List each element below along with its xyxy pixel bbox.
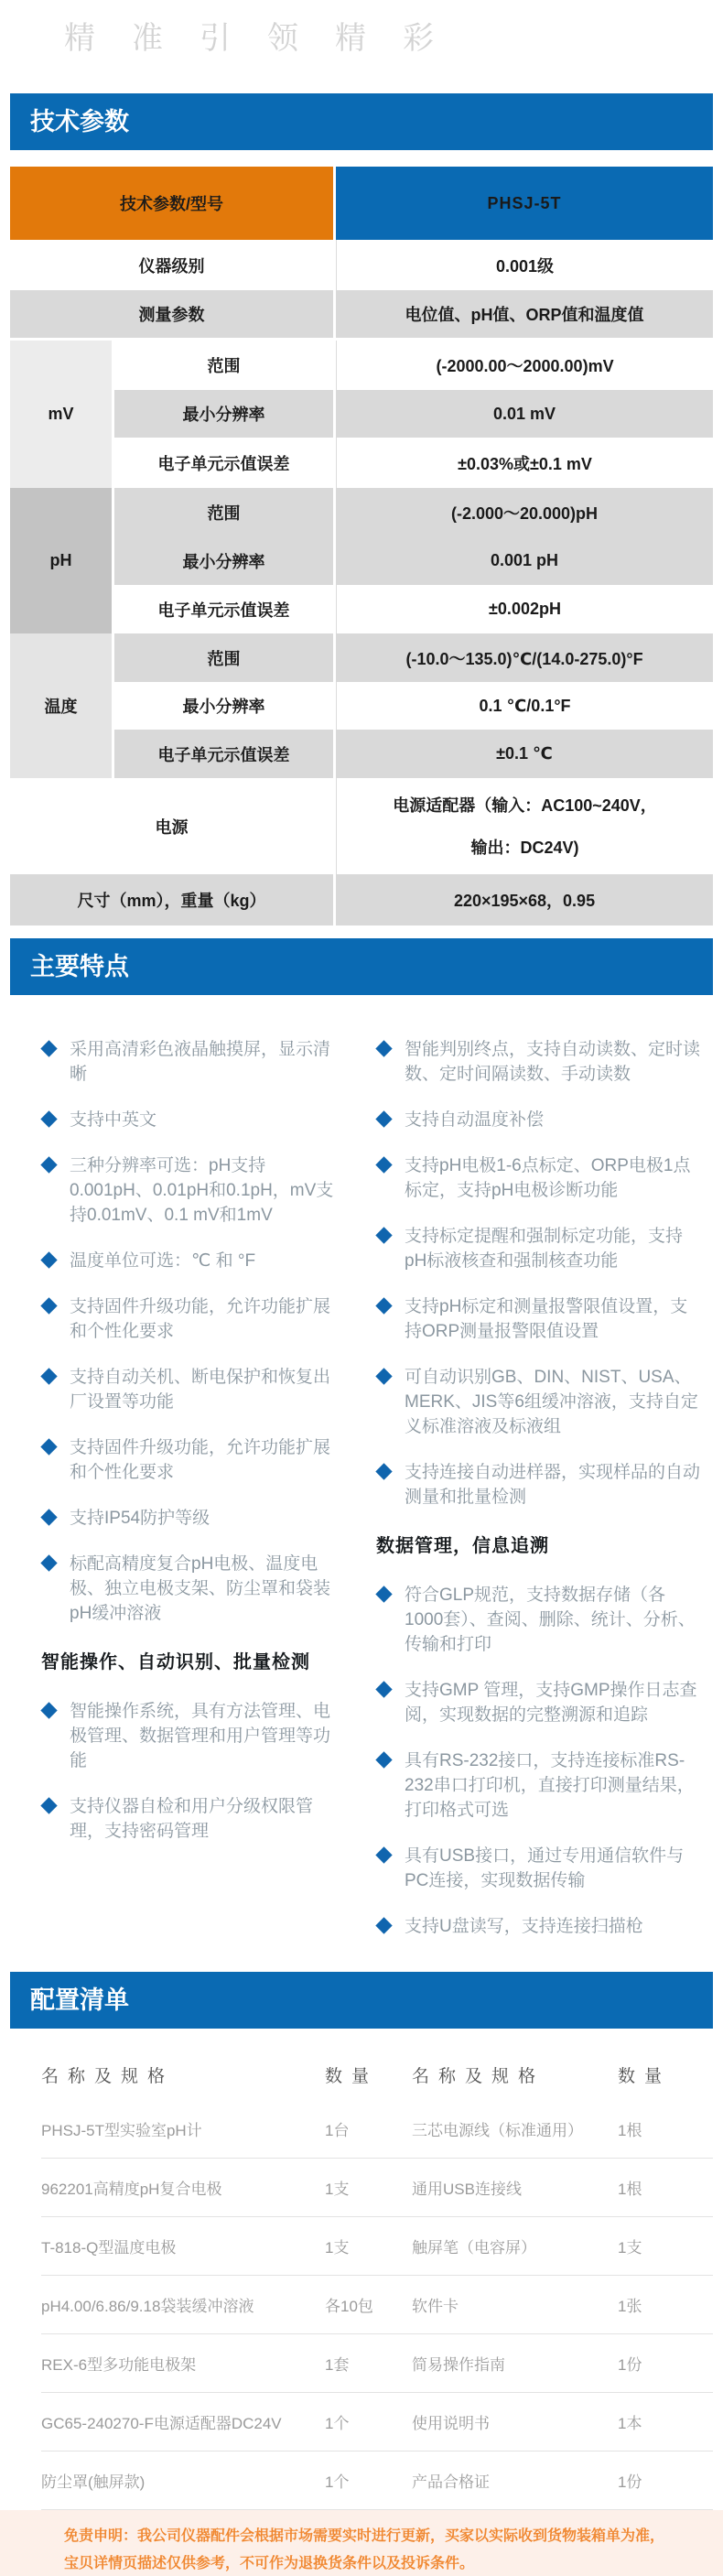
diamond-bullet-icon [375, 1681, 392, 1697]
feature-text: 支持U盘读写，支持连接扫描枪 [405, 1917, 643, 1936]
feature-text: 采用高清彩色液晶触摸屏，显示清晰 [70, 1040, 331, 1084]
feature-item [376, 1678, 702, 1727]
item-qty: 1张 [618, 2298, 642, 2315]
spec-value: 0.01 mV [336, 390, 713, 438]
section-title: 配置清单 [30, 1986, 129, 2014]
feature-item [41, 1552, 345, 1626]
spec-value: ±0.03%或±0.1 mV [336, 438, 713, 488]
spec-value: 220×195×68，0.95 [336, 874, 713, 925]
spec-row-power [10, 778, 713, 874]
spec-row-instrument-grade [10, 240, 713, 290]
spec-row-mv-range [10, 341, 713, 390]
packing-list-row [41, 2452, 713, 2510]
feature-text: 支持固件升级功能，允许功能扩展和个性化要求 [70, 1438, 331, 1482]
section-bar-features [10, 938, 713, 995]
spec-row-mv-error [10, 438, 713, 488]
spec-value: 0.001级 [336, 240, 713, 290]
diamond-bullet-icon [375, 1751, 392, 1768]
item-name: pH4.00/6.86/9.18袋装缓冲溶液 [41, 2298, 254, 2315]
diamond-bullet-icon [375, 1040, 392, 1056]
packing-list-row [41, 2100, 713, 2159]
diamond-bullet-icon [375, 1586, 392, 1602]
feature-item [376, 1365, 702, 1439]
item-name: REX-6型多功能电极架 [41, 2356, 197, 2374]
feature-text: 可自动识别GB、DIN、NIST、USA、MERK、JIS等6组缓冲溶液，支持自定义标准溶液及标液组 [405, 1368, 698, 1436]
spacer [0, 150, 723, 167]
feature-text: 符合GLP规范，支持数据存储（各1000套）、查阅、删除、统计、分析、传输和打印 [405, 1586, 696, 1654]
feature-item [376, 1844, 702, 1893]
diamond-bullet-icon [40, 1797, 57, 1813]
packing-list-row [41, 2159, 713, 2217]
item-qty: 1支 [325, 2181, 350, 2198]
spec-label: 最小分辨率 [114, 682, 336, 730]
feature-item [41, 1699, 345, 1773]
features-column-left [41, 1037, 345, 1972]
section-bar-packing-list [10, 1972, 713, 2029]
spec-value: ±0.1 ℃ [336, 730, 713, 778]
diamond-bullet-icon [40, 1368, 57, 1384]
feature-text: 支持自动温度补偿 [405, 1110, 545, 1130]
item-qty: 1根 [618, 2181, 642, 2198]
feature-item [376, 1294, 702, 1344]
feature-item [41, 1108, 345, 1132]
feature-item [376, 1914, 702, 1939]
spec-row-temp-error [10, 730, 713, 778]
spec-header-row [10, 167, 713, 240]
item-qty: 1套 [325, 2356, 350, 2374]
diamond-bullet-icon [40, 1702, 57, 1718]
spec-label: 电子单元示值误差 [114, 438, 336, 488]
packing-list-row [41, 2217, 713, 2276]
spec-value: (-2.000～20.000)pH [336, 488, 713, 536]
item-qty: 1份 [618, 2356, 642, 2374]
feature-item [376, 1108, 702, 1132]
packing-list-row [41, 2276, 713, 2334]
feature-item [41, 1506, 345, 1531]
brand-slogan: 精准引领精彩 [64, 21, 470, 56]
spec-header-label: 技术参数/型号 [10, 167, 336, 240]
feature-text: 智能操作系统，具有方法管理、电极管理、数据管理和用户管理等功能 [70, 1702, 331, 1770]
item-qty: 1台 [325, 2122, 350, 2139]
features-column-right [376, 1037, 713, 1972]
spec-value: 0.001 pH [336, 536, 713, 585]
spec-label: 范围 [114, 488, 336, 536]
feature-subheading: 智能操作、自动识别、批量检测 [41, 1652, 310, 1672]
feature-item [376, 1460, 702, 1510]
spec-group-mv: mV [10, 341, 114, 488]
feature-item [376, 1224, 702, 1273]
feature-text: 支持pH电极1-6点标定、ORP电极1点标定，支持pH电极诊断功能 [405, 1156, 691, 1200]
spec-label: 电子单元示值误差 [114, 585, 336, 633]
disclaimer-text: 免责申明：我公司仪器配件会根据市场需要实时进行更新，买家以实际收到货物装箱单为准，宝贝详情页描述仅供参考，不可作为退换货条件以及投诉条件。 [0, 2510, 723, 2576]
diamond-bullet-icon [40, 1297, 57, 1314]
feature-text: 具有USB接口，通过专用通信软件与PC连接，实现数据传输 [405, 1846, 685, 1890]
feature-text: 三种分辨率可选：pH支持0.001pH、0.01pH和0.1pH，mV支持0.01mV、0.1 mV和1mV [70, 1156, 334, 1225]
spec-row-size-weight [10, 874, 713, 925]
spec-label: 最小分辨率 [114, 390, 336, 438]
spec-label: 仪器级别 [10, 240, 336, 290]
spec-row-temp-resolution [10, 682, 713, 730]
spec-label: 最小分辨率 [114, 536, 336, 585]
spec-group-ph: pH [10, 488, 114, 633]
item-name: 简易操作指南 [412, 2356, 505, 2374]
spec-row-mv-resolution [10, 390, 713, 438]
spec-row-ph-resolution [10, 536, 713, 585]
spec-header-model: PHSJ-5T [336, 167, 713, 240]
feature-item [41, 1037, 345, 1087]
spec-label: 电子单元示值误差 [114, 730, 336, 778]
feature-text: 支持自动关机、断电保护和恢复出厂设置等功能 [70, 1368, 331, 1412]
spec-value: 电位值、pH值、ORP值和温度值 [336, 290, 713, 341]
spec-value: (-10.0～135.0)℃/(14.0-275.0)°F [336, 633, 713, 682]
spec-value: 0.1 ℃/0.1°F [336, 682, 713, 730]
column-header-name: 名称及规格 [412, 2067, 545, 2086]
section-bar-tech-params [10, 93, 713, 150]
feature-text: 支持GMP 管理，支持GMP操作日志查阅，实现数据的完整溯源和追踪 [405, 1681, 697, 1725]
feature-item [41, 1794, 345, 1844]
diamond-bullet-icon [375, 1917, 392, 1933]
item-name: T-818-Q型温度电极 [41, 2239, 177, 2257]
spec-label: 范围 [114, 633, 336, 682]
item-qty: 1支 [618, 2239, 642, 2257]
feature-item [41, 1294, 345, 1344]
item-qty: 1本 [618, 2415, 642, 2432]
item-qty: 1个 [325, 2473, 350, 2491]
section-title: 主要特点 [30, 953, 129, 980]
spec-row-temp-range [10, 633, 713, 682]
spec-row-ph-error [10, 585, 713, 633]
item-qty: 1支 [325, 2239, 350, 2257]
spec-label: 范围 [114, 341, 336, 390]
spec-value: ±0.002pH [336, 585, 713, 633]
item-qty: 各10包 [325, 2298, 373, 2315]
item-qty: 1个 [325, 2415, 350, 2432]
item-qty: 1份 [618, 2473, 642, 2491]
item-name: 软件卡 [412, 2298, 459, 2315]
item-name: PHSJ-5T型实验室pH计 [41, 2122, 202, 2139]
feature-text: 支持IP54防护等级 [70, 1509, 210, 1528]
diamond-bullet-icon [375, 1156, 392, 1173]
diamond-bullet-icon [375, 1846, 392, 1863]
feature-item [376, 1583, 702, 1657]
item-name: GC65-240270-F电源适配器DC24V [41, 2415, 282, 2432]
feature-item [41, 1153, 345, 1228]
power-value-line2: 输出：DC24V) [470, 838, 579, 857]
column-header-name: 名称及规格 [41, 2067, 175, 2086]
feature-text: 标配高精度复合pH电极、温度电极、独立电极支架、防尘罩和袋装pH缓冲溶液 [70, 1554, 331, 1623]
diamond-bullet-icon [40, 1554, 57, 1571]
spec-table [10, 167, 713, 925]
spec-label: 尺寸（mm），重量（kg） [10, 874, 336, 925]
diamond-bullet-icon [40, 1156, 57, 1173]
packing-list-row [41, 2334, 713, 2393]
spec-value: (-2000.00～2000.00)mV [336, 341, 713, 390]
feature-text: 具有RS-232接口，支持连接标准RS-232串口打印机，直接打印测量结果，打印格式可选 [405, 1751, 695, 1820]
feature-text: 支持连接自动进样器，实现样品的自动测量和批量检测 [405, 1463, 701, 1507]
feature-subheading: 数据管理，信息追溯 [376, 1536, 549, 1556]
packing-list-rows [41, 2100, 713, 2510]
feature-item [41, 1365, 345, 1414]
diamond-bullet-icon [375, 1368, 392, 1384]
feature-text: 支持中英文 [70, 1110, 157, 1130]
diamond-bullet-icon [375, 1297, 392, 1314]
item-name: 产品合格证 [412, 2473, 490, 2491]
spec-value [336, 778, 713, 874]
item-name: 触屏笔（电容屏） [412, 2239, 536, 2257]
feature-item [41, 1249, 345, 1273]
feature-text: 智能判别终点，支持自动读数、定时读数、定时间隔读数、手动读数 [405, 1040, 701, 1084]
feature-item [41, 1435, 345, 1485]
power-value-line1: 电源适配器（输入：AC100~240V， [393, 796, 657, 815]
spec-group-temp: 温度 [10, 633, 114, 778]
diamond-bullet-icon [40, 1251, 57, 1268]
spec-row-ph-range [10, 488, 713, 536]
packing-list-row [41, 2393, 713, 2452]
feature-text: 支持固件升级功能，允许功能扩展和个性化要求 [70, 1297, 331, 1341]
feature-item [376, 1153, 702, 1203]
feature-text: 支持pH标定和测量报警限值设置，支持ORP测量报警限值设置 [405, 1297, 688, 1341]
item-name: 使用说明书 [412, 2415, 490, 2432]
feature-item [376, 1037, 702, 1087]
feature-item [376, 1748, 702, 1823]
diamond-bullet-icon [40, 1509, 57, 1525]
item-name: 防尘罩(触屏款) [41, 2473, 146, 2491]
item-name: 962201高精度pH复合电极 [41, 2181, 222, 2198]
column-header-qty: 数量 [618, 2067, 672, 2086]
spec-label: 测量参数 [10, 290, 336, 341]
diamond-bullet-icon [375, 1227, 392, 1243]
diamond-bullet-icon [375, 1463, 392, 1479]
spec-label: 电源 [10, 778, 336, 874]
packing-list-header [41, 2029, 713, 2100]
item-name: 三芯电源线（标准通用） [412, 2122, 583, 2139]
feature-text: 支持仪器自检和用户分级权限管理，支持密码管理 [70, 1797, 314, 1841]
feature-text: 温度单位可选：℃ 和 °F [70, 1251, 256, 1271]
column-header-qty: 数量 [325, 2067, 379, 2086]
diamond-bullet-icon [40, 1040, 57, 1056]
feature-text: 支持标定提醒和强制标定功能，支持pH标液核查和强制核查功能 [405, 1227, 684, 1271]
diamond-bullet-icon [40, 1438, 57, 1455]
packing-list-table [10, 2029, 713, 2510]
features-section [10, 995, 713, 1972]
item-qty: 1根 [618, 2122, 642, 2139]
spec-row-measure-params [10, 290, 713, 341]
diamond-bullet-icon [40, 1110, 57, 1127]
item-name: 通用USB连接线 [412, 2181, 522, 2198]
diamond-bullet-icon [375, 1110, 392, 1127]
section-title: 技术参数 [30, 108, 129, 135]
